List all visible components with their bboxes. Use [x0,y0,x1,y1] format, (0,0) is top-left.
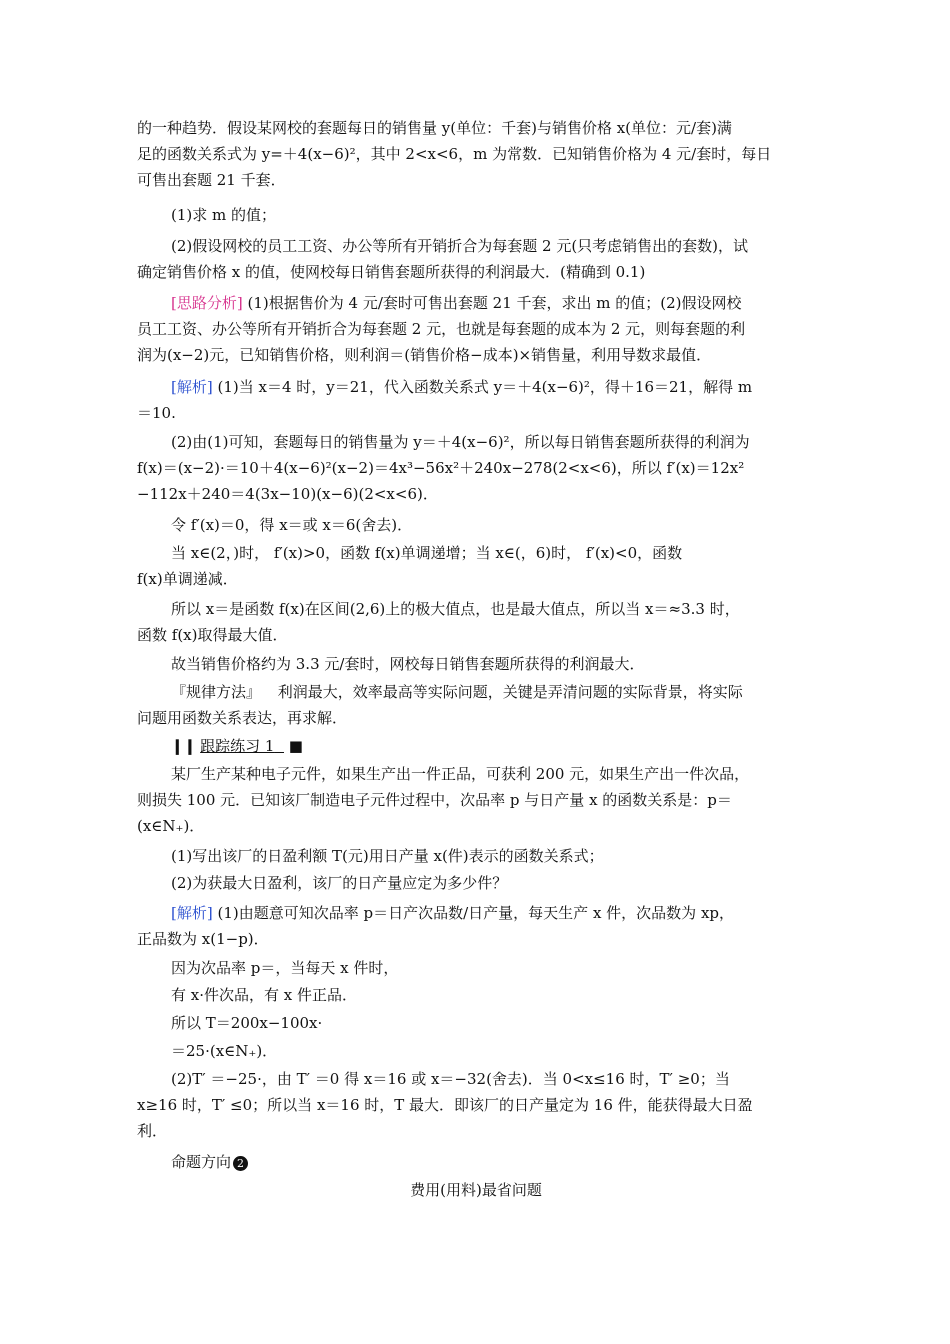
method-text: 利润最大，效率最高等实际问题，关键是弄清问题的实际背景，将实际 [277,683,743,701]
method-line [171,679,743,705]
text-line: 函数 f(x)取得最大值． [137,626,288,644]
practice-heading [171,733,303,759]
text-line: 则损失 100 元．已知该厂制造电子元件过程中，次品率 p 与日产量 x 的函数关系是：p＝ [137,791,732,809]
text-line: 确定销售价格 x 的值，使网校每日销售套题所获得的利润最大．(精确到 0.1) [137,263,646,281]
text-line: 润为(x−2)元，已知销售价格，则利润＝(销售价格−成本)×销售量，利用导数求最值． [137,346,712,364]
text-line: 当 x∈(2，)时， f′(x)>0，函数 f(x)单调递增；当 x∈(，6)时， f′(x)<0，函数 [171,544,683,562]
text-line: f(x)单调递减． [137,570,238,588]
analysis-tag: [思路分析] [171,294,243,312]
text-line: 有 x·件次品，有 x 件正品． [171,986,357,1004]
text-line: 利． [137,1122,168,1140]
solution2-line [171,900,734,926]
number-badge-icon: 2 [233,1156,248,1171]
text-line: (2)T′ ＝−25·，由 T′ ＝0 得 x＝16 或 x＝−32(舍去)．当 0<x≤16 时，T′ ≥0；当 [171,1070,730,1088]
text-line: 所以 x＝是函数 f(x)在区间(2,6)上的极大值点，也是最大值点，所以当 x＝≈3.3 时， [171,600,740,618]
solution-tag: [解析] [171,378,213,396]
text-line: ＝10. [137,404,176,422]
text-line: ＝25·(x∈N₊)． [171,1042,278,1060]
text-line: 故当销售价格约为 3.3 元/套时，网校每日销售套题所获得的利润最大． [171,655,645,673]
text-line: (x∈N₊)． [137,817,205,835]
question-1: (1)求 m 的值； [171,206,277,224]
method-tag: 『规律方法』 [171,683,262,701]
text-line: −112x＋240＝4(3x−10)(x−6)(2<x<6)． [137,485,438,503]
text-line: f(x)＝(x−2)·＝10＋4(x−6)²(x−2)＝4x³−56x²＋240x−278(2<x<6)，所以 f′(x)＝12x² [137,459,745,477]
text-line: (2)由(1)可知，套题每日的销售量为 y＝＋4(x−6)²，所以每日销售套题所获得的利润为 [171,433,750,451]
text-line: (2)为获最大日盈利，该厂的日产量应定为多少件？ [171,874,508,892]
text-line: 问题用函数关系表达，再求解． [137,709,348,727]
solution-text: (1)当 x＝4 时，y＝21，代入函数关系式 y＝＋4(x−6)²，得＋16＝21，解得 m [217,378,753,396]
text-line: 足的函数关系式为 y=＋4(x−6)²，其中 2<x<6，m 为常数．已知销售价格为 4 元/套时，每日 [137,145,772,163]
text-line: 的一种趋势．假设某网校的套题每日的销售量 y(单位：千套)与销售价格 x(单位：元/套)满 [137,119,732,137]
text-line: 所以 T＝200x−100x· [171,1014,323,1032]
practice-marker-icon: ❙❙ [171,737,197,755]
analysis-text: (1)根据售价为 4 元/套时可售出套题 21 千套，求出 m 的值；(2)假设网校 [247,294,742,312]
direction-heading [171,1149,248,1175]
text-line: (1)写出该厂的日盈利额 T(元)用日产量 x(件)表示的函数关系式； [171,847,604,865]
practice-title: 跟踪练习 1 [200,737,275,755]
text-line: 因为次品率 p＝，当每天 x 件时， [171,959,399,977]
text-line: 员工工资、办公等所有开销折合为每套题 2 元，也就是每套题的成本为 2 元，则每套题的利 [137,320,746,338]
square-icon: ■ [284,737,303,755]
text-line: 令 f′(x)＝0，得 x＝或 x＝6(舍去)． [171,516,413,534]
solution2-tag: [解析] [171,904,213,922]
question-2: (2)假设网校的员工工资、办公等所有开销折合为每套题 2 元(只考虑销售出的套数)，试 [171,237,749,255]
solution2-text: (1)由题意可知次品率 p＝日产次品数/日产量，每天生产 x 件，次品数为 xp， [217,904,734,922]
text-line: x≥16 时，T′ ≤0；所以当 x＝16 时，T 最大．即该厂的日产量定为 16 件，能获得最大日盈 [137,1096,753,1114]
direction-label: 命题方向 [171,1153,232,1171]
solution-line [171,374,752,400]
analysis-line [171,290,742,316]
text-line: 可售出套题 21 千套． [137,171,286,189]
section-title: 费用(用料)最省问题 [410,1181,542,1199]
text-line: 正品数为 x(1−p)． [137,930,269,948]
text-line: 某厂生产某种电子元件，如果生产出一件正品，可获利 200 元，如果生产出一件次品， [171,765,750,783]
